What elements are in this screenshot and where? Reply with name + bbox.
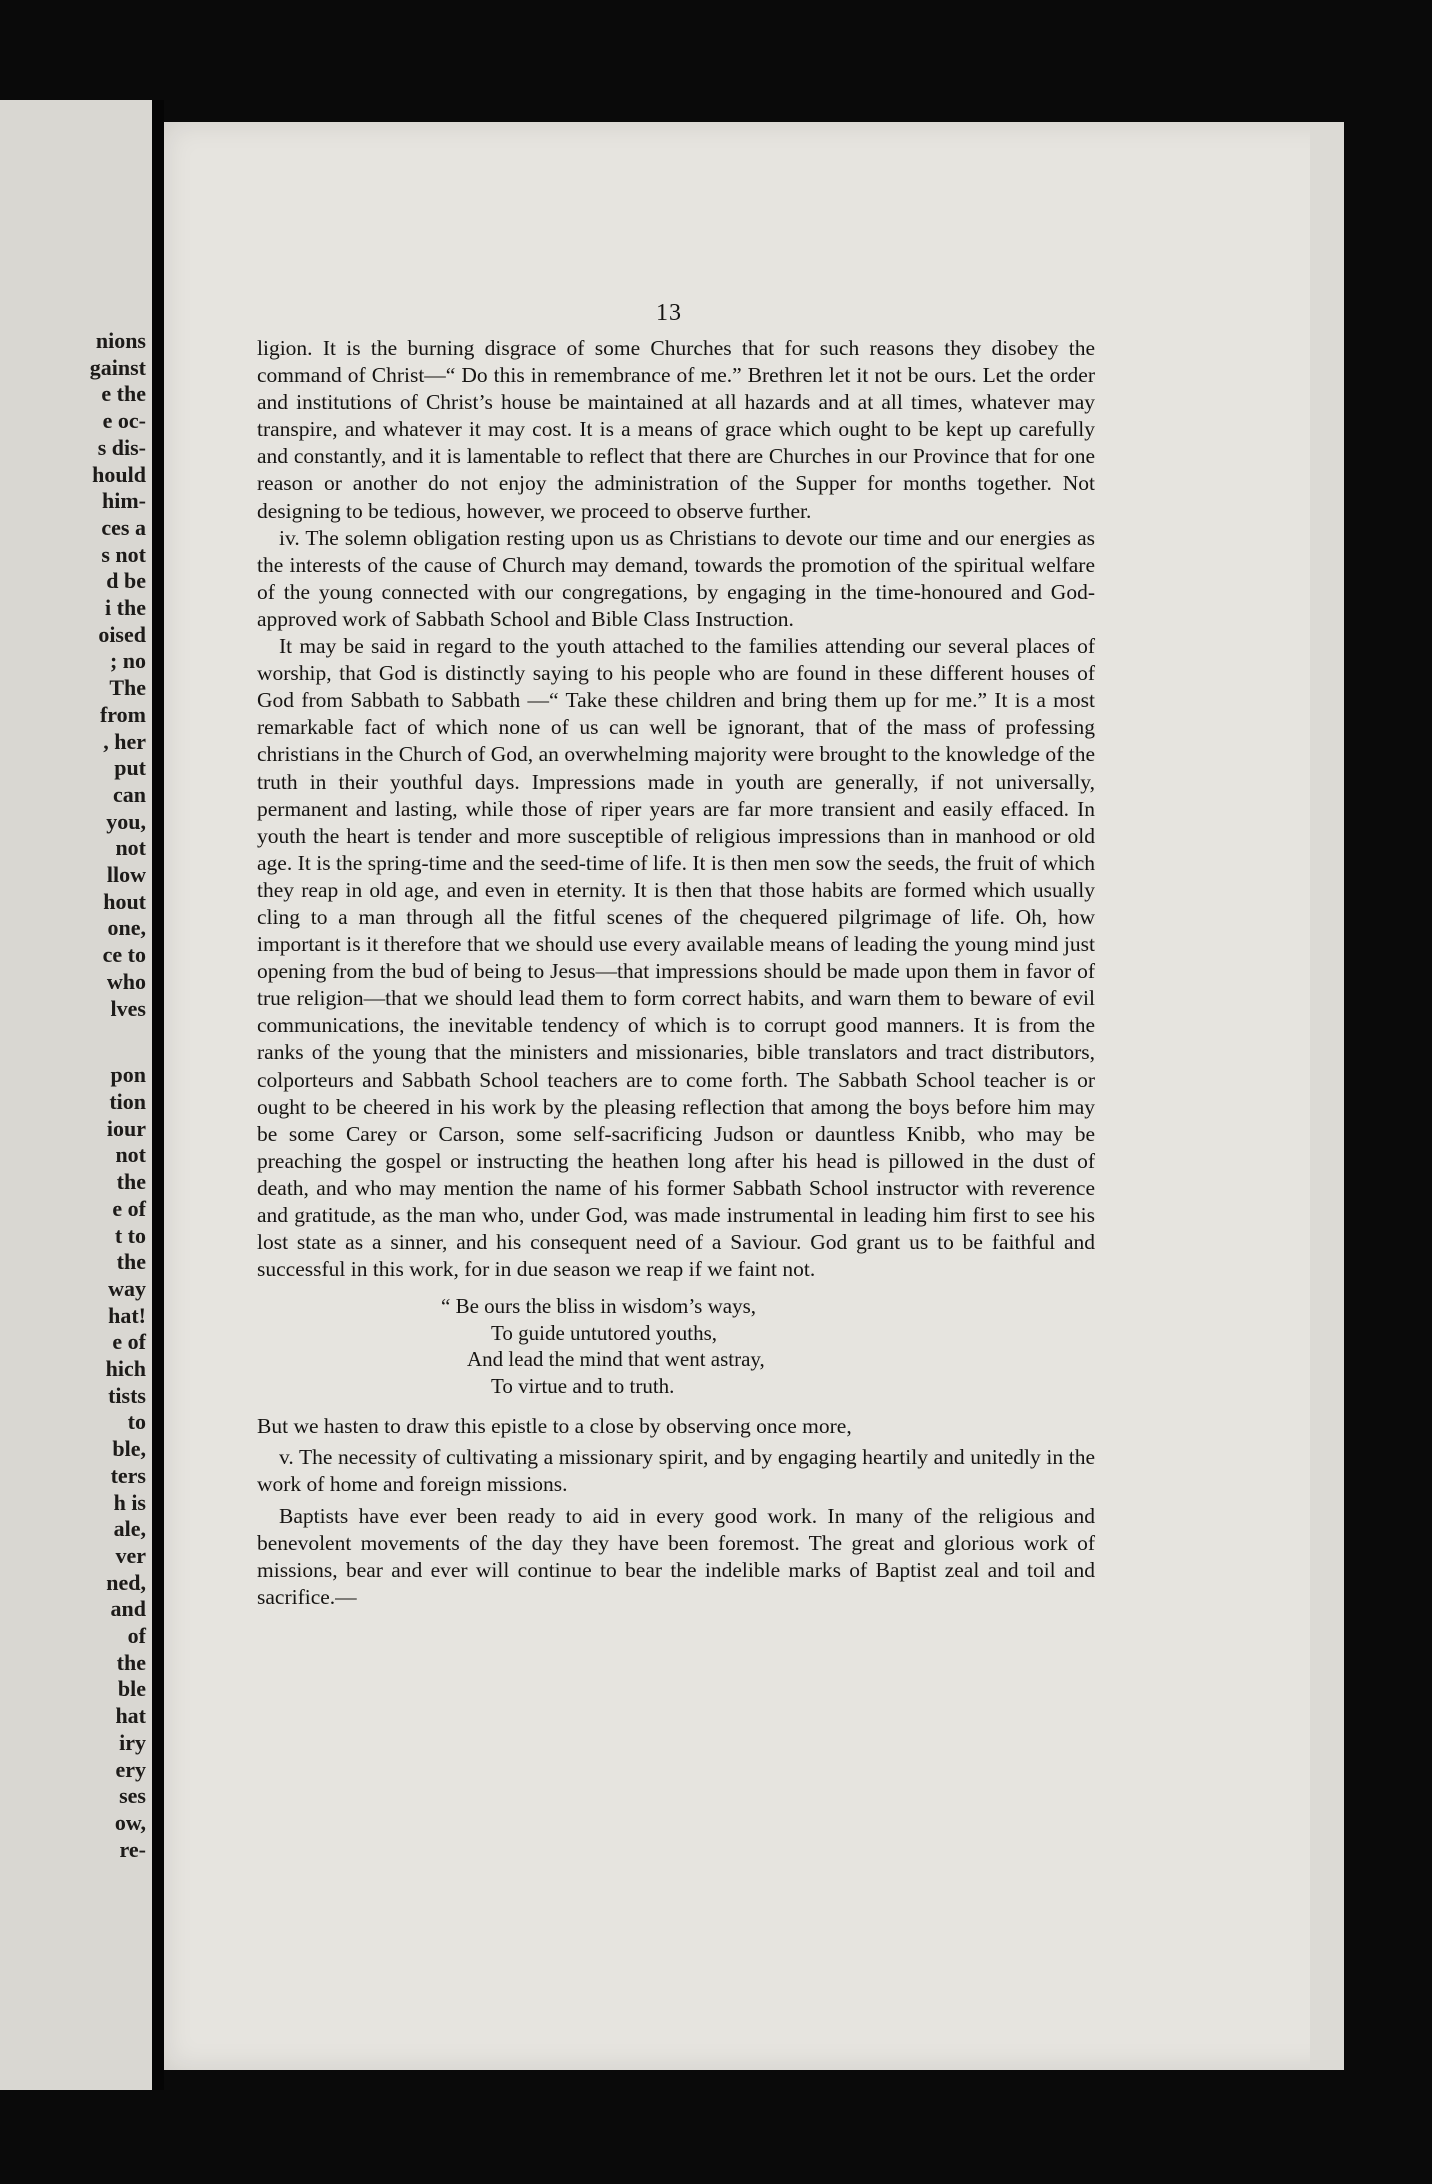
left-fragment-line: and xyxy=(110,1596,146,1622)
left-fragment-line: who xyxy=(106,968,146,994)
left-fragment-line: s not xyxy=(101,541,146,567)
left-fragment-line: e the xyxy=(101,381,146,407)
left-fragment-line: ble, xyxy=(112,1436,146,1462)
left-fragment-line: nions xyxy=(95,328,146,353)
left-fragment-line: hout xyxy=(103,888,146,914)
paragraph: It may be said in regard to the youth attached to the families attending our several places of worship, that God is distinctly saying to his people who are found in these different houses of God from Sabbath to Sabbath —“ Take these children and bring them up for me.” It is a most remarkable fact of which none of us can well be ignorant, that of the mass of professing christians in the Church of God, an overwhelming majority were brought to the knowledge of the truth in their youthful days. Impressions made in youth are generally, if not universally, permanent and lasting, while those of riper years are far more transient and easily effaced. In youth the heart is tender and more susceptible of religious impressions than in manhood or old age. It is the spring-time and the seed-time of life. It is then men sow the seeds, the fruit of which they reap in old age, and even in eternity. It is then that those habits are formed which usually cling to a man through all the fitful scenes of the chequered pilgrimage of life. Oh, how important is it therefore that we should use every available means of leading the young mind just opening from the bud of being to Jesus—that impressions should be made upon them in favor of true religion—that we should lead them to form correct habits, and warn them to beware of evil communications, the inevitable tendency of which is to corrupt good manners. It is from the ranks of the young that the ministers and missionaries, bible translators and tract distributors, colporteurs and Sabbath School teachers are to come forth. The Sabbath School teacher is or ought to be cheered in his work by the pleasing reflection that among the boys before him may be some Carey or Carson, some self-sacrificing Judson or dauntless Knibb, who may be preaching the gospel or instructing the heathen long after his head is pillowed in the dust of death, and who may mention the name of his former Sabbath School instructor with reverence and gratitude, as the man who, under God, was made instrumental in leading him first to see his lost state as a sinner, and his consequent need of a Saviour. God grant us to be faithful and successful in this work, for in due season we reap if we faint not. xyxy=(257,634,1095,1282)
left-fragment-line: , her xyxy=(103,728,146,754)
left-fragment-line: iour xyxy=(106,1115,146,1141)
left-fragment-line: the xyxy=(116,1169,146,1195)
left-fragment-line: ery xyxy=(115,1756,146,1782)
lower-section xyxy=(257,1413,1095,1611)
left-fragment-line: to xyxy=(127,1409,146,1435)
left-fragment-line: e of xyxy=(112,1329,146,1355)
left-fragment-line: ce to xyxy=(102,942,146,968)
poem-line: To guide untutored youths, xyxy=(491,1320,718,1345)
left-fragment-line: ces a xyxy=(101,514,146,540)
left-fragment-line: tion xyxy=(109,1088,146,1114)
left-fragment-line: ow, xyxy=(114,1809,146,1835)
left-fragment-line: him- xyxy=(102,488,146,514)
left-fragment-line: one, xyxy=(107,915,146,941)
left-fragment-line: i the xyxy=(105,595,146,621)
paragraph: ligion. It is the burning disgrace of some Churches that for such reasons they disobey the command of Christ—“ Do this in remembrance of me.” Brethren let it not be ours. Let the order and institutions of Christ’s house be maintained at all hazards and at all times, whatever may transpire, and whatever it may cost. It is a means of grace which ought to be kept up carefully and constantly, and it is lamentable to reflect that there are Churches in our Province that for one reason or another do not enjoy the administration of the Supper for months together. Not designing to be tedious, however, we proceed to observe further. xyxy=(257,336,1095,523)
left-fragment-line: from xyxy=(99,701,146,727)
poem-line: And lead the mind that went astray, xyxy=(467,1347,765,1372)
page-number: 13 xyxy=(656,300,682,326)
left-fragment-line: gainst xyxy=(89,354,146,380)
left-page-fragment xyxy=(0,100,152,2090)
paragraph: Baptists have ever been ready to aid in every good work. In many of the religious and benevolent movements of the day they have been foremost. The great and glorious work of missions, bear and ever will continue to bear the indelible marks of Baptist zeal and toil and sacrifice.— xyxy=(257,1503,1095,1609)
left-fragment-line: t to xyxy=(114,1222,146,1248)
paragraph: v. The necessity of cultivating a missionary spirit, and by engaging heartily and unitedly in the work of home and foreign missions. xyxy=(257,1445,1095,1497)
left-fragment-line: of xyxy=(127,1623,146,1649)
left-fragment-line: ses xyxy=(119,1783,146,1809)
left-fragment-line: ale, xyxy=(113,1516,146,1542)
paragraph: iv. The solemn obligation resting upon us as Christians to devote our time and our energies as the interests of the cause of Church may demand, towards the promotion of the spiritual welfare of the young connected with our congregations, by engaging in the time-honoured and God-approved work of Sabbath School and Bible Class Instruction. xyxy=(257,525,1095,631)
book-spine xyxy=(152,100,164,2090)
left-fragment-line: lves xyxy=(110,995,146,1021)
left-fragment-line: ver xyxy=(115,1542,146,1568)
left-fragment-line: can xyxy=(113,781,146,807)
left-fragment-line: the xyxy=(116,1649,146,1675)
left-fragment-line: re- xyxy=(119,1836,146,1862)
left-fragment-line: not xyxy=(115,1142,146,1168)
left-fragment-line: put xyxy=(114,755,146,781)
left-fragment-line: iry xyxy=(119,1729,146,1755)
left-fragment-line: hat xyxy=(115,1703,146,1729)
left-fragment-line: h is xyxy=(113,1489,146,1515)
poem-line: To virtue and to truth. xyxy=(491,1373,675,1398)
left-fragment-line: not xyxy=(115,835,146,861)
left-fragment-line: e oc- xyxy=(102,408,146,434)
poem-verse xyxy=(441,1293,1095,1399)
left-fragment-line: ; no xyxy=(109,648,146,674)
left-fragment-line: tists xyxy=(108,1382,146,1408)
left-fragment-line: llow xyxy=(106,862,146,888)
left-fragment-line: you, xyxy=(106,808,146,834)
left-fragment-gap xyxy=(0,1022,146,1062)
left-fragment-line: hat! xyxy=(108,1302,146,1328)
left-fragment-line: d be xyxy=(106,568,146,594)
left-fragment-line: ble xyxy=(117,1676,146,1702)
left-fragment-line: s dis- xyxy=(97,434,146,460)
left-fragment-line: e of xyxy=(112,1195,146,1221)
left-fragment-line: ned, xyxy=(106,1569,146,1595)
poem-line: “ Be ours the bliss in wisdom’s ways, xyxy=(441,1294,756,1319)
left-fragment-line: The xyxy=(109,675,146,701)
left-fragment-line: the xyxy=(116,1249,146,1275)
left-fragment-line: hould xyxy=(92,461,146,487)
left-fragment-line: oised xyxy=(98,621,146,647)
page-body xyxy=(257,335,1095,1615)
page-edge xyxy=(1310,122,1344,2070)
paragraph: But we hasten to draw this epistle to a close by observing once more, xyxy=(257,1414,852,1439)
left-fragment-line: way xyxy=(108,1275,146,1301)
left-fragment-line: pon xyxy=(110,1062,146,1088)
left-fragment-line: hich xyxy=(105,1356,146,1382)
left-page-text xyxy=(0,328,146,1863)
left-fragment-line: ters xyxy=(110,1462,146,1488)
